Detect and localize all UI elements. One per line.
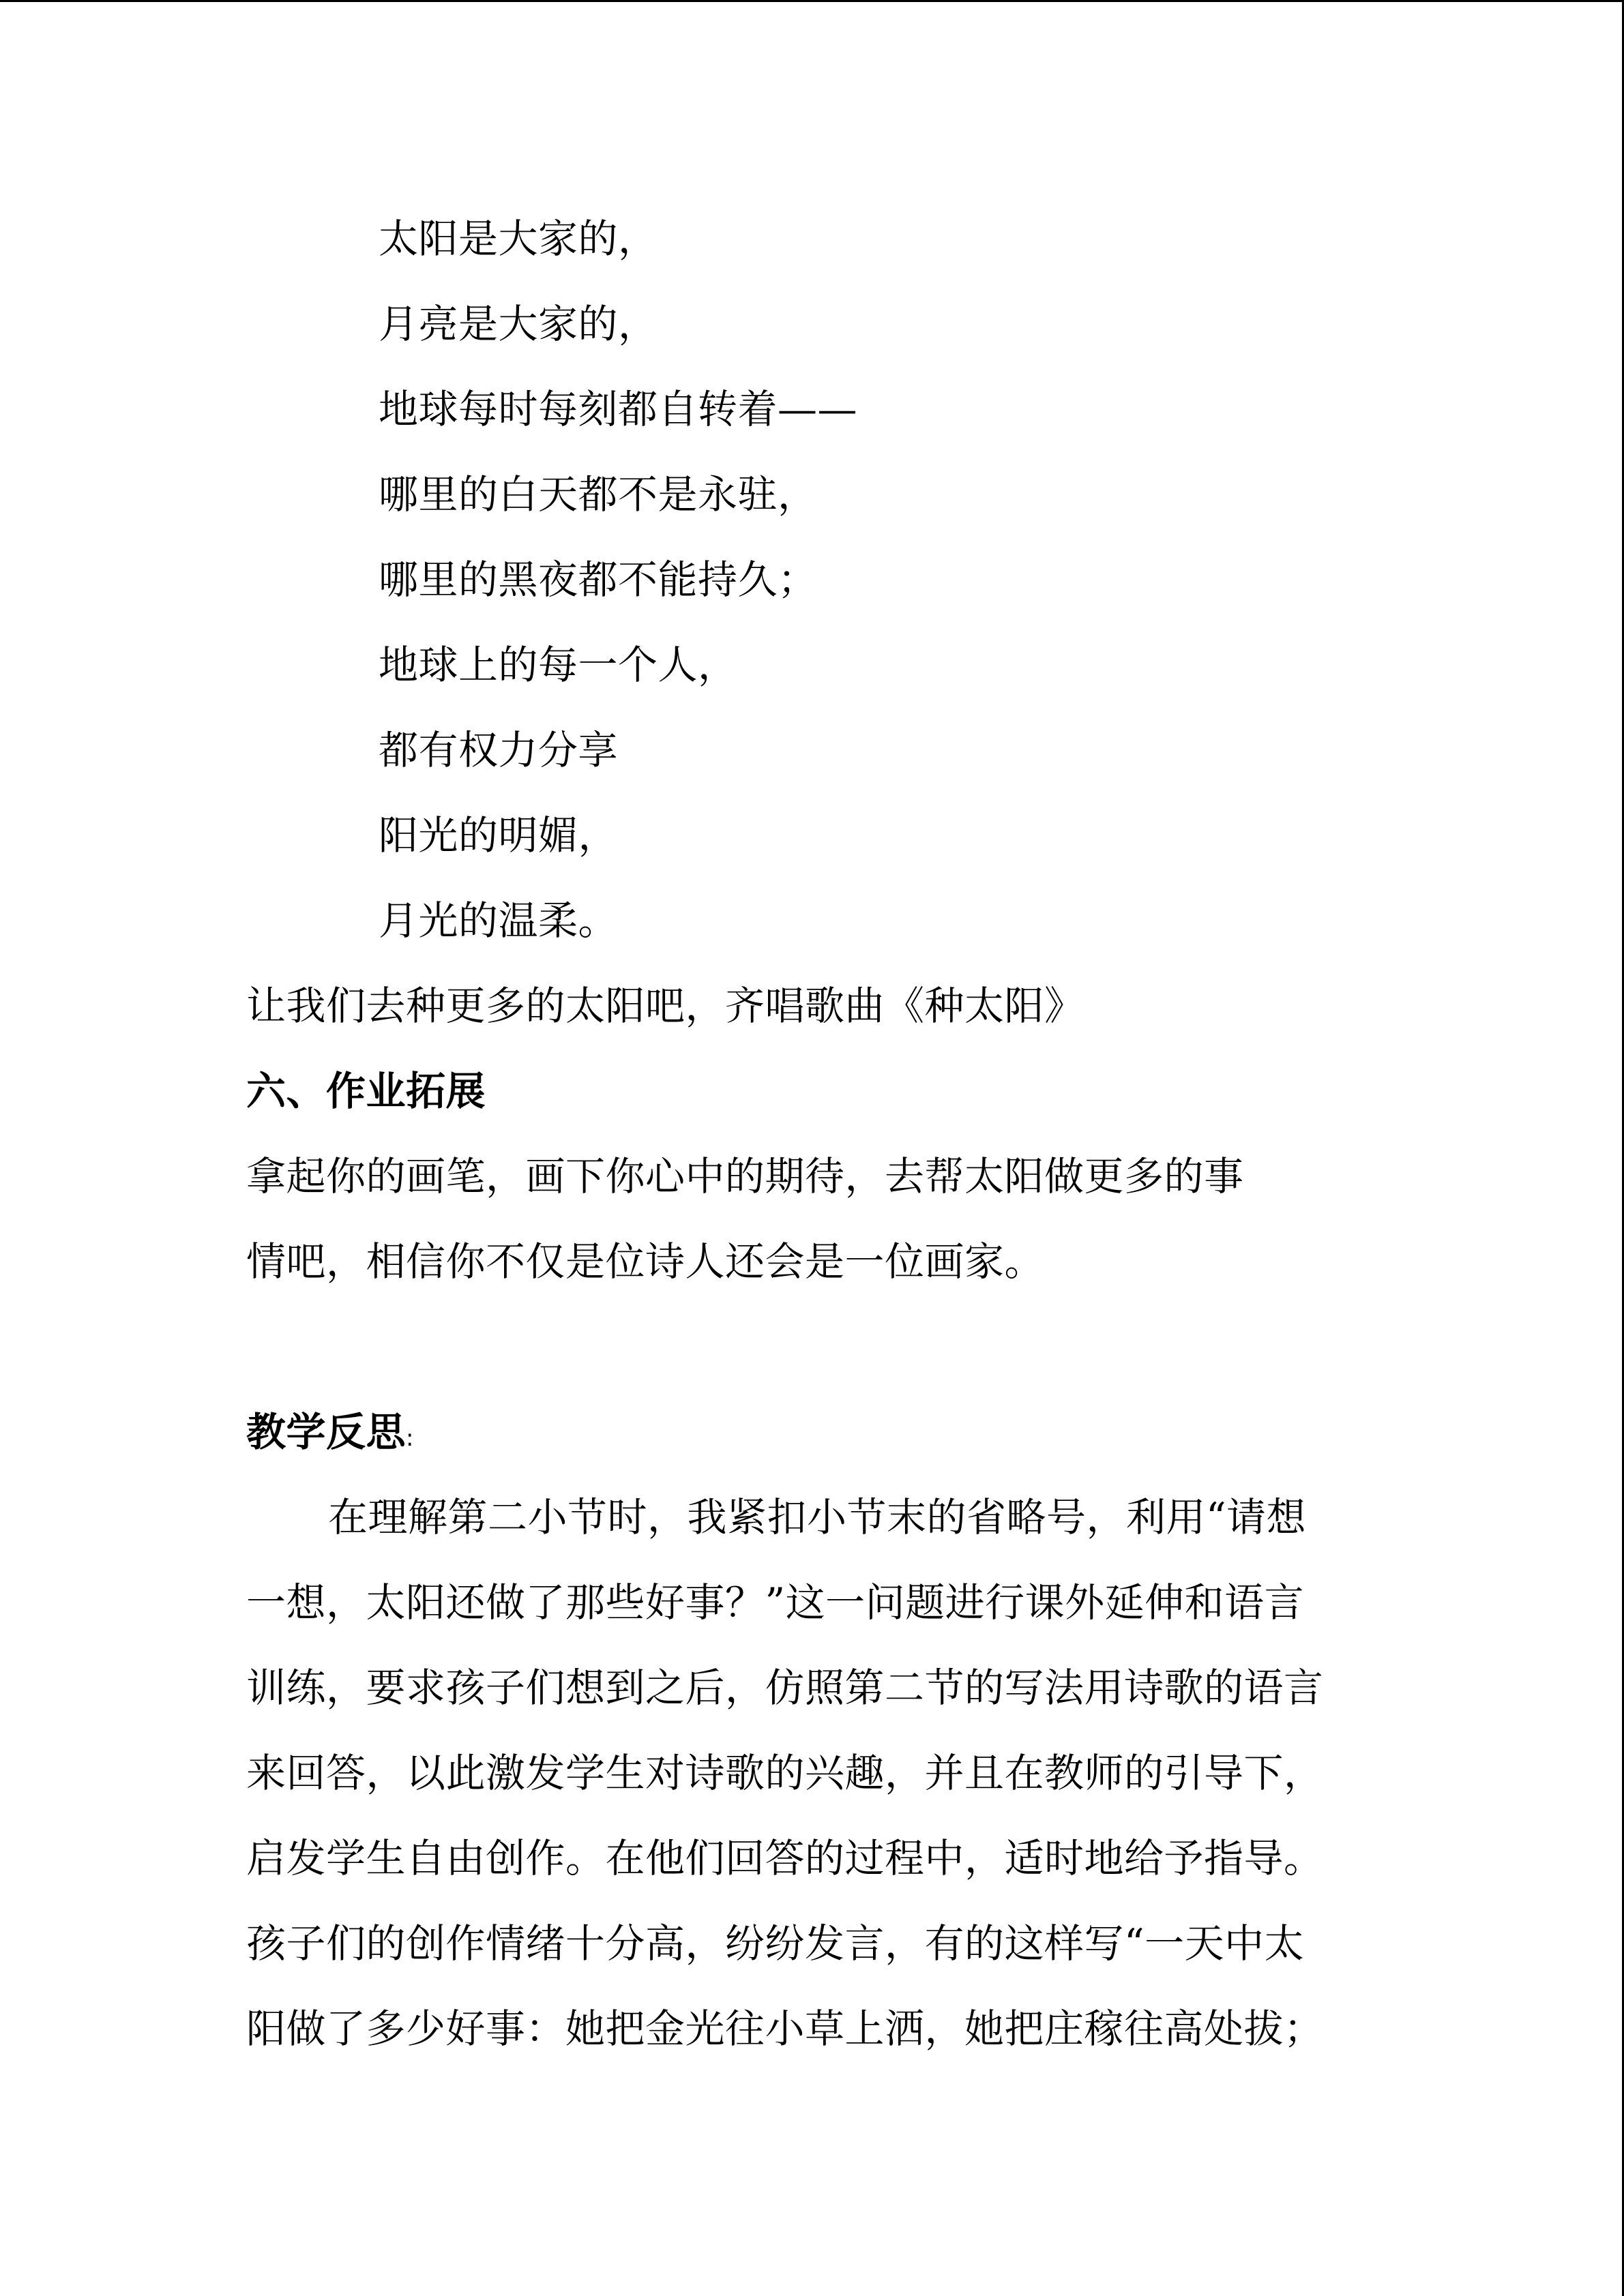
- paragraph-line: 阳做了多少好事：她把金光往小草上洒，她把庄稼往高处拔；: [246, 2006, 1324, 2052]
- poem-line: 地球每时每刻都自转着——: [379, 386, 858, 432]
- reflection-heading-text: 教学反思: [246, 1409, 407, 1455]
- paragraph-line: 孩子们的创作情绪十分高，纷纷发言，有的这样写“一天中太: [246, 1920, 1305, 1967]
- paragraph-line: 来回答，以此激发学生对诗歌的兴趣，并且在教师的引导下，: [246, 1750, 1324, 1796]
- section-heading-homework: 六、作业拓展: [246, 1068, 486, 1114]
- poem-line: 地球上的每一个人，: [379, 642, 738, 688]
- poem-line: 月光的温柔。: [379, 897, 619, 944]
- paragraph-line: 一想，太阳还做了那些好事？”这一问题进行课外延伸和语言: [246, 1579, 1305, 1626]
- poem-line: 阳光的明媚，: [379, 812, 619, 859]
- paragraph-line: 拿起你的画笔，画下你心中的期待，去帮太阳做更多的事: [246, 1153, 1244, 1199]
- page-top-border: [0, 0, 1624, 2]
- closing-line: 让我们去种更多的太阳吧，齐唱歌曲《种太阳》: [246, 983, 1084, 1029]
- poem-line: 哪里的黑夜都不能持久；: [379, 556, 818, 603]
- paragraph-line: 启发学生自由创作。在他们回答的过程中，适时地给予指导。: [246, 1835, 1324, 1881]
- poem-line: 哪里的白天都不是永驻，: [379, 471, 818, 518]
- paragraph-line: 情吧，相信你不仅是位诗人还会是一位画家。: [246, 1238, 1045, 1285]
- reflection-heading-colon: :: [406, 1425, 414, 1452]
- paragraph-line: 训练，要求孩子们想到之后，仿照第二节的写法用诗歌的语言: [246, 1665, 1324, 1711]
- paragraph-line: 在理解第二小节时，我紧扣小节末的省略号，利用“请想: [328, 1494, 1307, 1540]
- section-heading-reflection: [246, 1405, 414, 1465]
- poem-line: 月亮是大家的，: [379, 301, 658, 347]
- poem-line: 都有权力分享: [379, 727, 619, 773]
- poem-line: 太阳是大家的，: [379, 215, 658, 262]
